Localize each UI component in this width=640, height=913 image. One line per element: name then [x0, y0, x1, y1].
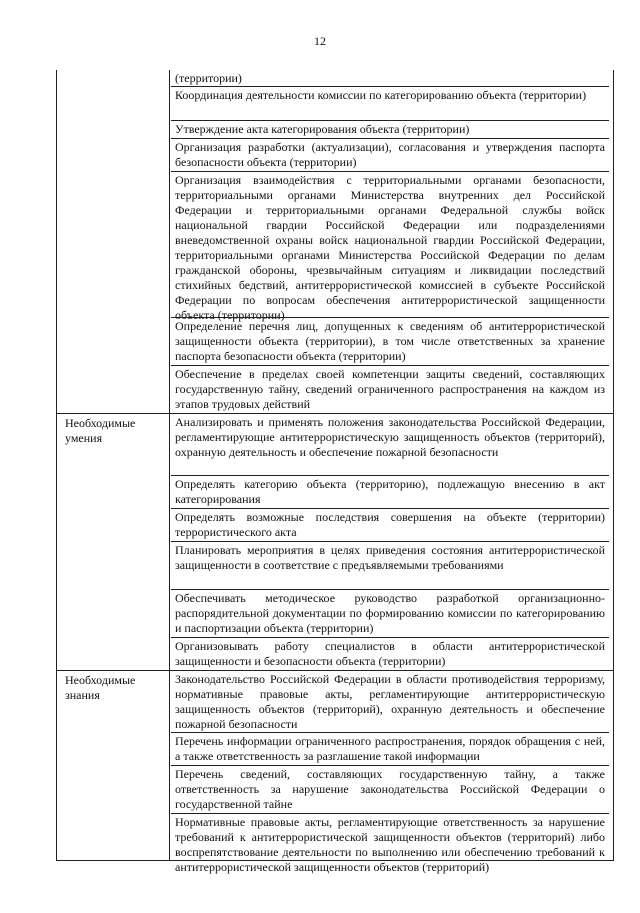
- table-cell-skills-2: Определять возможные последствия совершения на объекте (территории) террористического акта: [171, 508, 609, 541]
- table-cell-skills-0: Анализировать и применять положения законодательства Российской Федерации, регламентирующие антитеррористическую защищенность объектов (территорий), охранную деятельность и обеспечение пожарной безопасности: [171, 413, 609, 475]
- table-cell-skills-5: Организовывать работу специалистов в области антитеррористической защищенности и безопасности объекта (территории): [171, 637, 609, 670]
- table-cell-skills-1: Определять категорию объекта (территорию), подлежащую внесению в акт категорирования: [171, 475, 609, 508]
- requirements-table: [56, 70, 614, 874]
- skills-label: Необходимые умения: [65, 416, 136, 445]
- table-cell-intro-4: Организация взаимодействия с территориальными органами безопасности, территориальными органами Министерства внутренних дел Российской Федерации и территориальными органами Федеральной службы войск национальной гвардии Российской Федерации или подразделениями вневедомственной охраны войск национальной гвардии Российской Федерации, территориальными органами Министерства Российской Федерации по делам гражданской обороны, чрезвычайным ситуациям и ликвидации последствий стихийных бедствий, антитеррористической комиссией в субъекте Российской Федерации по вопросам обеспечения антитеррористической защищенности объекта (территории): [171, 171, 609, 317]
- table-cell-intro-2: Утверждение акта категорирования объекта (территории): [171, 120, 609, 138]
- table-cell-intro-1: Координация деятельности комиссии по категорированию объекта (территории): [171, 86, 609, 120]
- table-cell-knowledge-2: Перечень сведений, составляющих государственную тайну, а также ответственность за нарушение законодательства Российской Федерации о государственной тайне: [171, 765, 609, 813]
- knowledge-label: Необходимые знания: [65, 673, 136, 702]
- table-cell-intro-5: Определение перечня лиц, допущенных к сведениям об антитеррористической защищенности объекта (территории), в том числе ответственных за хранение паспорта безопасности объекта (территории): [171, 317, 609, 365]
- table-cell-skills-4: Обеспечивать методическое руководство разработкой организационно-распорядительной документации по формированию комиссии по категорированию и паспортизации объекта (территории): [171, 589, 609, 637]
- table-cell-knowledge-1: Перечень информации ограниченного распространения, порядок обращения с ней, а также ответственность за разглашение такой информации: [171, 732, 609, 765]
- column-divider: [169, 70, 170, 860]
- table-cell-skills-3: Планировать мероприятия в целях приведения состояния антитеррористической защищенности в соответствие с предъявляемыми требованиями: [171, 541, 609, 589]
- table-cell-intro-0: (территории): [175, 71, 242, 85]
- table-cell-intro-6: Обеспечение в пределах своей компетенции защиты сведений, составляющих государственную тайну, сведений ограниченного распространения на каждом из этапов трудовых действий: [171, 365, 609, 413]
- table-cell-knowledge-3: Нормативные правовые акты, регламентирующие ответственность за нарушение требований к антитеррористической защищенности объектов (территорий) либо воспрепятствование деятельности по выполнению или обеспечению требований к антитеррористической защищенности объектов (территорий): [171, 813, 609, 860]
- table-cell-knowledge-0: Законодательство Российской Федерации в области противодействия терроризму, нормативные правовые акты, регламентирующие антитеррористическую защищенность объектов (территорий), охранную деятельность и обеспечение пожарной безопасности: [171, 670, 609, 732]
- table-cell-intro-3: Организация разработки (актуализации), согласования и утверждения паспорта безопасности объекта (территории): [171, 138, 609, 171]
- page-number: 12: [314, 34, 326, 48]
